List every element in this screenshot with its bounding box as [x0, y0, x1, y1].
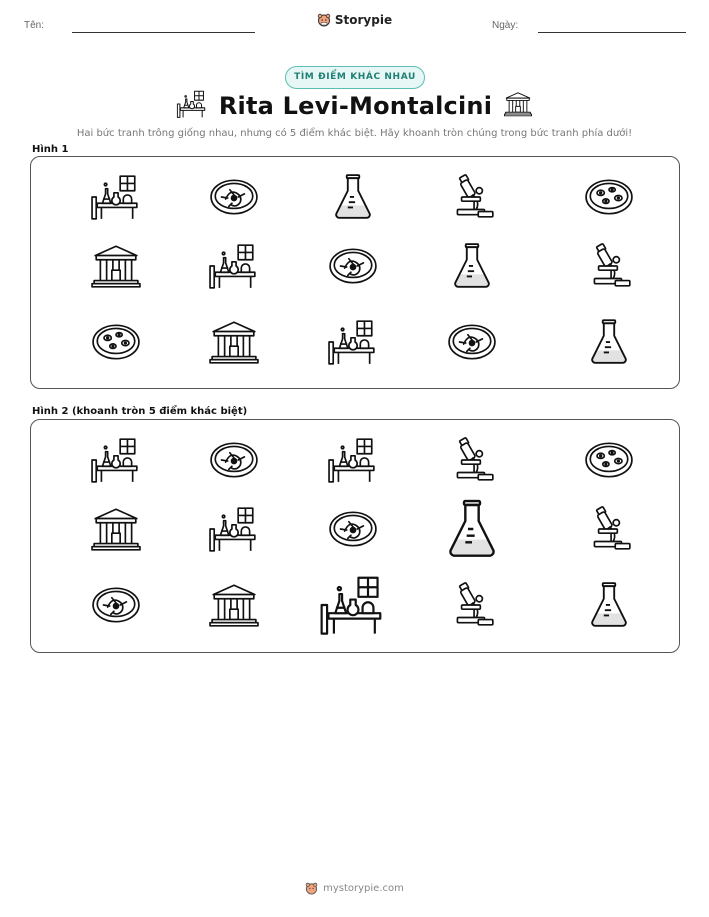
- microscope-icon[interactable]: [432, 572, 512, 638]
- flask-icon[interactable]: [313, 164, 393, 230]
- museum-building-icon[interactable]: [76, 496, 156, 562]
- footer-mascot-icon: [305, 882, 318, 895]
- petri-dish-neuron-icon[interactable]: [432, 309, 512, 375]
- figure2-panel[interactable]: [30, 419, 680, 653]
- museum-building-icon[interactable]: [194, 572, 274, 638]
- page-title: [0, 90, 709, 122]
- brand-logo: [0, 12, 709, 31]
- figure2-label: Hình 2 (khoanh tròn 5 điểm khác biệt): [32, 406, 248, 417]
- flask-icon[interactable]: [432, 233, 512, 299]
- footer-site[interactable]: mystorypie.com: [323, 883, 404, 894]
- flask-icon[interactable]: [569, 309, 649, 375]
- title-text: Rita Levi-Montalcini: [218, 92, 493, 120]
- footer: [0, 880, 709, 899]
- flask-icon[interactable]: [432, 496, 512, 562]
- name-label: Tên:: [24, 20, 45, 31]
- petri-dish-neuron-icon[interactable]: [313, 233, 393, 299]
- lab-bench-icon[interactable]: [76, 164, 156, 230]
- microscope-icon[interactable]: [569, 233, 649, 299]
- brand-name: Storypie: [334, 13, 393, 27]
- microscope-icon[interactable]: [432, 164, 512, 230]
- title-museum-icon: [502, 91, 534, 121]
- title-lab-bench-icon: [175, 90, 209, 122]
- lab-bench-icon[interactable]: [194, 233, 274, 299]
- date-label: Ngày:: [492, 20, 519, 31]
- lab-bench-icon[interactable]: [313, 427, 393, 493]
- petri-dish-neuron-icon[interactable]: [313, 496, 393, 562]
- instructions: Hai bức tranh trông giống nhau, nhưng có 5 điểm khác biệt. Hãy khoanh tròn chúng trong bức tranh phía dưới!: [76, 128, 633, 139]
- petri-dish-cells-icon[interactable]: [569, 427, 649, 493]
- petri-dish-cells-icon[interactable]: [76, 309, 156, 375]
- date-line[interactable]: [538, 32, 686, 33]
- petri-dish-cells-icon[interactable]: [569, 164, 649, 230]
- lab-bench-icon[interactable]: [76, 427, 156, 493]
- petri-dish-neuron-icon[interactable]: [194, 427, 274, 493]
- museum-building-icon[interactable]: [76, 233, 156, 299]
- museum-building-icon[interactable]: [194, 309, 274, 375]
- figure1-panel[interactable]: [30, 156, 680, 389]
- flask-icon[interactable]: [569, 572, 649, 638]
- lab-bench-icon[interactable]: [313, 572, 393, 638]
- storypie-mascot-icon: [317, 13, 331, 27]
- activity-badge: TÌM ĐIỂM KHÁC NHAU: [285, 66, 425, 89]
- petri-dish-neuron-icon[interactable]: [76, 572, 156, 638]
- lab-bench-icon[interactable]: [194, 496, 274, 562]
- microscope-icon[interactable]: [569, 496, 649, 562]
- microscope-icon[interactable]: [432, 427, 512, 493]
- petri-dish-neuron-icon[interactable]: [194, 164, 274, 230]
- name-line[interactable]: [72, 32, 255, 33]
- figure1-label: Hình 1: [32, 144, 69, 155]
- lab-bench-icon[interactable]: [313, 309, 393, 375]
